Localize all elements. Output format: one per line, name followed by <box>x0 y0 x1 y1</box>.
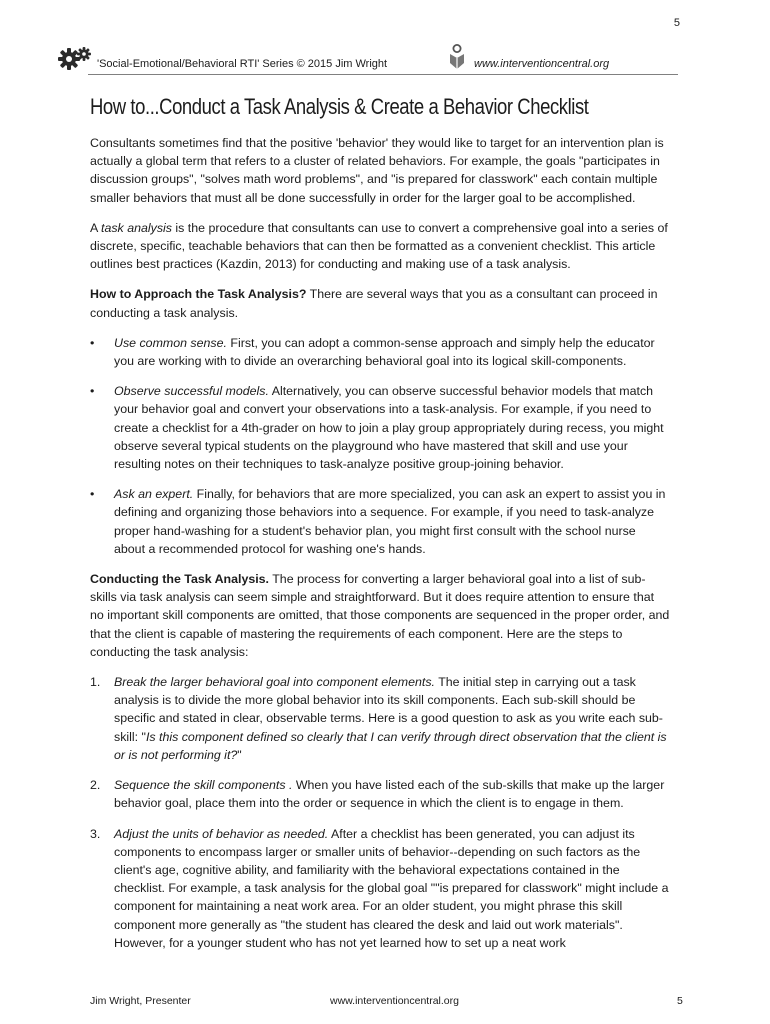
conducting-heading: Conducting the Task Analysis. <box>90 572 270 587</box>
gears-icon <box>58 46 92 70</box>
footer-presenter: Jim Wright, Presenter <box>90 995 191 1007</box>
definition-paragraph: A task analysis is the procedure that consultants can use to convert a comprehensive goal into a series of discrete, specific, teachable behaviors that can then be formatted as a convenient checklist. This article outlines best practices (Kazdin, 2013) for conducting and making use of a task analysis. <box>90 220 668 272</box>
header-divider <box>88 74 678 75</box>
step-number: 1. <box>90 675 101 690</box>
intervention-central-logo-icon <box>449 44 465 70</box>
header-website: www.interventioncentral.org <box>474 58 610 70</box>
list-item: • Use common sense. First, you can adopt a common-sense approach and simply help the educator you are working with to divide an overarching behavioral goal into its logical skill-components. <box>90 335 655 369</box>
approach-paragraph: How to Approach the Task Analysis? There are several ways that you as a consultant can proceed in conducting a task analysis. <box>90 287 658 320</box>
footer-website: www.interventioncentral.org <box>330 995 459 1007</box>
list-item: • Ask an expert. Finally, for behaviors that are more specialized, you can ask an expert to assist you in defining and organizing those behaviors into a sequence. For example, if you need to task-analyze proper hand-washing for a student's behavior plan, you might first consult with the school nurse about a recommended protocol for washing one's hands. <box>90 487 666 556</box>
step-number: 3. <box>90 826 101 841</box>
step-number: 2. <box>90 778 101 793</box>
bullet-marker: • <box>90 335 95 350</box>
article-body <box>90 134 670 964</box>
conducting-paragraph: Conducting the Task Analysis. The process for converting a larger behavioral goal into a list of sub-skills via task analysis can seem simple and straightforward. But it does require attention to ensure that no important skill components are omitted, that those components are sequenced in the proper order, and that the client is capable of mastering the requirements of each component. Here are the steps to conducting the task analysis: <box>90 572 670 659</box>
intro-paragraph: Consultants sometimes find that the positive 'behavior' they would like to target for an intervention plan is actually a global term that refers to a cluster of related behaviors. For example, the goals "participates in discussion groups", "solves math word problems", and "is prepared for classwork" each contain multiple smaller behaviors that must all be done successfully in order for the larger goal to be accomplished. <box>90 136 664 205</box>
task-analysis-term: task analysis <box>101 220 172 235</box>
page-number-top: 5 <box>673 17 680 29</box>
steps-list <box>90 673 670 952</box>
approach-heading: How to Approach the Task Analysis? <box>90 287 307 302</box>
list-item: 1. Break the larger behavioral goal into component elements. The initial step in carrying out a task analysis is to divide the more global behavior into its skill components. Each sub-skill should be specific and stated in clear, observable terms. Here is a good question to ask as you write each sub-skill: "Is this component defined so clearly that I can verify through direct observation that the client is or is not performing it?" <box>90 675 667 762</box>
approach-list <box>90 334 670 558</box>
list-item: 3. Adjust the units of behavior as needed. After a checklist has been generated, you can adjust its components to encompass larger or smaller units of behavior--depending on such factors as the client's age, cognitive ability, and familiarity with the behavioral expectations contained in the checklist. For example, a task analysis for the global goal ""is prepared for classwork" might include a component for maintaining a neat work area. For an older student, you might phrase this skill component more generally as "the student has cleared the desk and laid out work materials". However, for a younger student who has not yet learned how to set up a neat work <box>90 826 669 950</box>
bullet-marker: • <box>90 384 95 399</box>
series-title: 'Social-Emotional/Behavioral RTI' Series © 2015 Jim Wright <box>97 58 388 70</box>
list-item: 2. Sequence the skill components . When you have listed each of the sub-skills that make up the larger behavior goal, place them into the order or sequence in which the client is to engage in them. <box>90 778 665 811</box>
list-item: • Observe successful models. Alternatively, you can observe successful behavior models that match your behavior goal and convert your observations into a task-analysis. For example, if you need to create a checklist for a 4th-grader on how to join a play group appropriately during recess, you might observe several typical students on the playground who have mastered that skill and use your resulting notes on their techniques to task-analyze positive group-joining behavior. <box>90 384 664 472</box>
bullet-marker: • <box>90 487 95 502</box>
page-title: How to...Conduct a Task Analysis & Create a Behavior Checklist <box>90 94 589 119</box>
footer-page-number: 5 <box>677 995 683 1007</box>
